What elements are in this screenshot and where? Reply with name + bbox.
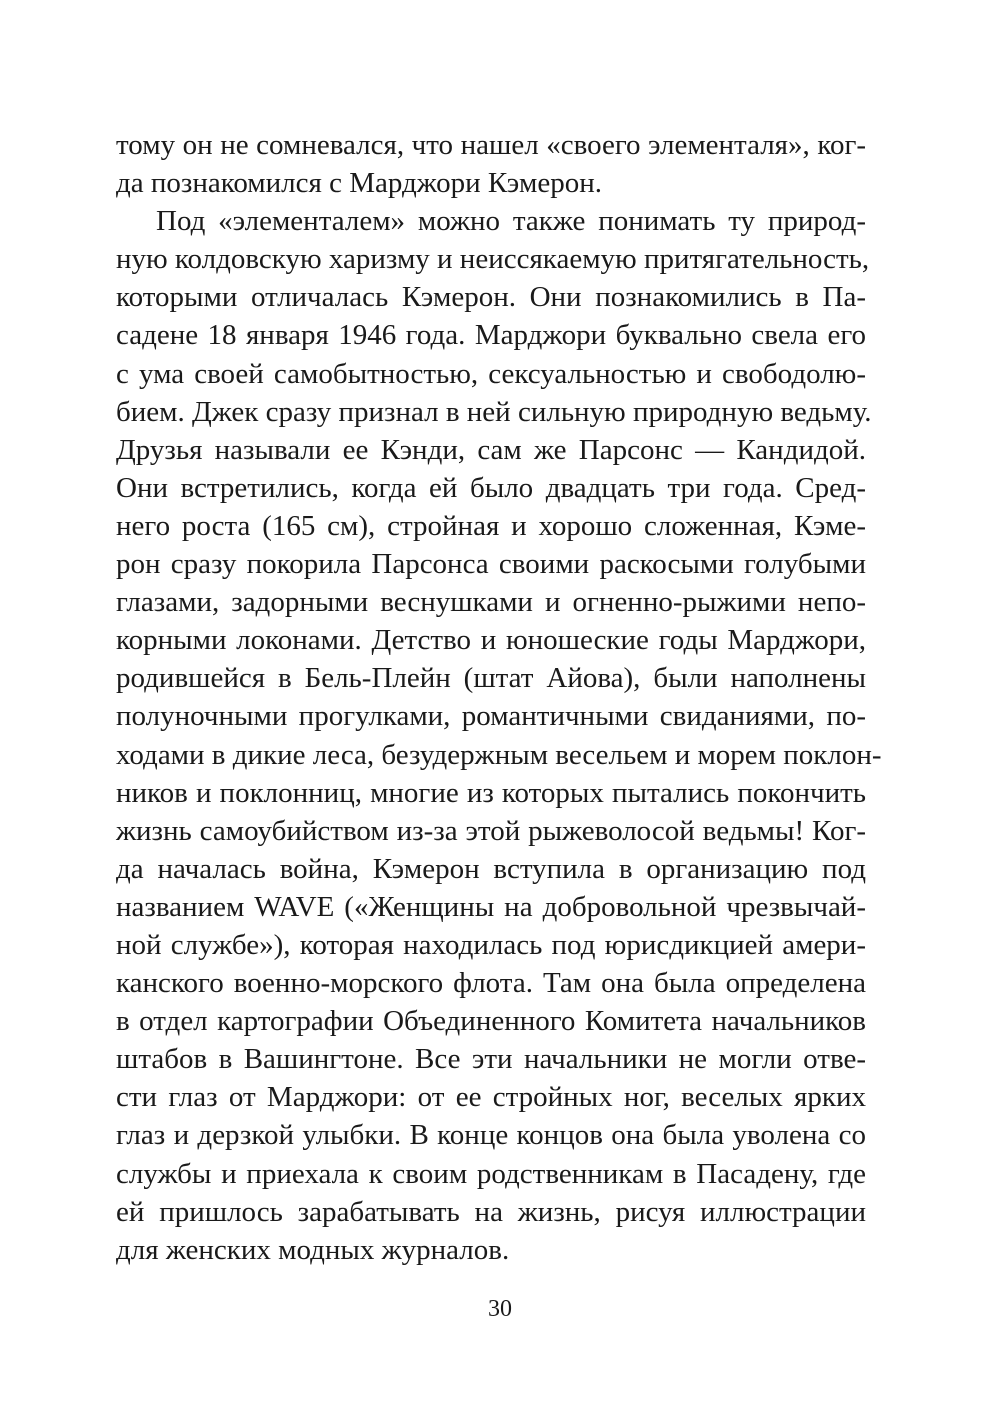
text-line: глаз и дерзкой улыбки. В конце концов она была уволена со	[116, 1119, 866, 1152]
text-line: для женских модных журналов.	[116, 1233, 510, 1266]
text-line: него роста (165 см), стройная и хорошо сложенная, Кэме-	[116, 509, 866, 542]
page-number: 30	[488, 1296, 512, 1322]
text-line: в отдел картографии Объединенного Комитета начальников	[116, 1005, 866, 1038]
text-line: да началась война, Кэмерон вступила в организацию под	[116, 852, 866, 885]
text-line: ей пришлось зарабатывать на жизнь, рисуя иллюстрации	[116, 1195, 866, 1228]
text-line: которыми отличалась Кэмерон. Они познакомились в Па-	[116, 281, 866, 314]
text-line: службы и приехала к своим родственникам в Пасадену, где	[116, 1157, 866, 1190]
text-line: канского военно-морского флота. Там она была определена	[116, 967, 866, 1000]
text-line: ной службе»), которая находилась под юрисдикцией амери-	[116, 928, 866, 961]
text-line: полуночными прогулками, романтичными свиданиями, по-	[116, 700, 866, 733]
text-line: ников и поклонниц, многие из которых пытались покончить	[116, 776, 866, 809]
text-line: названием WAVE («Женщины на добровольной чрезвычай-	[116, 890, 866, 923]
text-line: садене 18 января 1946 года. Марджори буквально свела его	[116, 319, 866, 352]
body-text	[116, 126, 882, 1269]
text-line: ную колдовскую харизму и неиссякаемую притягательность,	[116, 243, 870, 276]
text-line: штабов в Вашингтоне. Все эти начальники не могли отве-	[116, 1043, 866, 1076]
text-line: бием. Джек сразу признал в ней сильную природную ведьму.	[116, 395, 872, 428]
text-line: корными локонами. Детство и юношеские годы Марджори,	[116, 624, 866, 657]
text-line: ходами в дикие леса, безудержным весельем и морем поклон-	[116, 738, 882, 771]
text-line: сти глаз от Марджори: от ее стройных ног, веселых ярких	[116, 1081, 866, 1114]
text-line: Друзья называли ее Кэнди, сам же Парсонс — Кандидой.	[116, 433, 866, 466]
text-line: да познакомился с Марджори Кэмерон.	[116, 167, 602, 200]
text-line: тому он не сомневался, что нашел «своего элементаля», ког-	[116, 129, 866, 161]
text-line: с ума своей самобытностью, сексуальностью и свободолю-	[116, 357, 866, 390]
text-line: Под «элементалем» можно также понимать ту природ-	[156, 205, 866, 238]
text-line: Они встретились, когда ей было двадцать три года. Сред-	[116, 471, 866, 504]
text-line: глазами, задорными веснушками и огненно-рыжими непо-	[116, 586, 866, 619]
text-line: рон сразу покорила Парсонса своими раскосыми голубыми	[116, 548, 866, 581]
text-line: жизнь самоубийством из-за этой рыжеволосой ведьмы! Ког-	[116, 814, 866, 847]
text-line: родившейся в Бель-Плейн (штат Айова), были наполнены	[116, 662, 866, 695]
